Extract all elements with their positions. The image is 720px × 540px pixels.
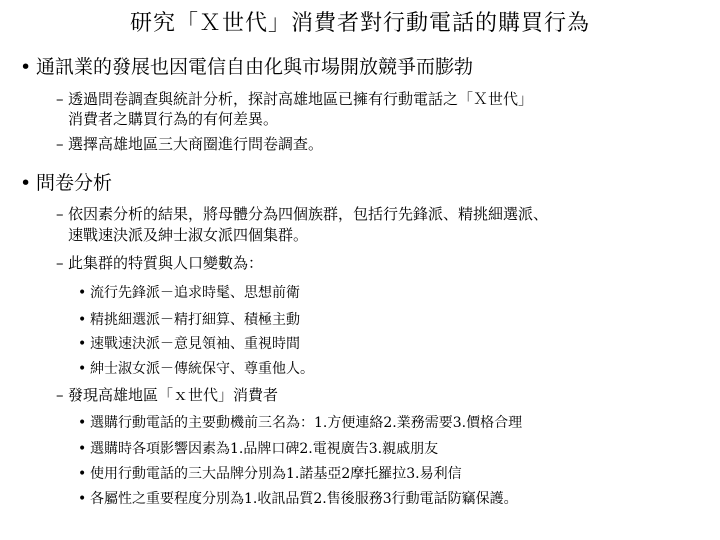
- sub-bullet-icon: •: [78, 361, 87, 377]
- section-1-item-1-cont: [56, 108, 278, 129]
- sub-item-text: 流行先鋒派－追求時髦、思想前衛: [90, 285, 300, 301]
- item-text-line1: 發現高雄地區「ｘ世代」消費者: [68, 386, 279, 404]
- sub-item: [78, 488, 518, 508]
- bullet-icon: •: [20, 56, 32, 78]
- item-text-line1: 透過問卷調查與統計分析，探討高雄地區已擁有行動電話之「Ｘ世代」: [68, 90, 534, 108]
- section-2-item-1: [56, 203, 548, 224]
- dash-icon: –: [56, 135, 64, 153]
- sub-item-text: 使用行動電話的三大品牌分別為1.諾基亞2摩托羅拉3.易利信: [90, 466, 462, 482]
- sub-item: [78, 412, 522, 432]
- sub-item: [78, 438, 438, 458]
- section-heading-1: [20, 52, 473, 79]
- section-heading-text: 問卷分析: [36, 172, 113, 194]
- section-heading-text: 通訊業的發展也因電信自由化與市場開放競爭而膨勃: [36, 56, 474, 78]
- dash-icon: –: [56, 90, 64, 108]
- item-text-line2: 速戰速決派及紳士淑女派四個集群。: [68, 226, 309, 244]
- section-1-item-1: [56, 88, 533, 109]
- section-2-item-1-cont: [56, 224, 308, 245]
- dash-icon: –: [56, 205, 64, 223]
- sub-bullet-icon: •: [78, 285, 87, 301]
- item-text-line1: 此集群的特質與人口變數為：: [68, 254, 264, 272]
- sub-item-text: 精挑細選派－精打細算、積極主動: [90, 312, 300, 328]
- sub-item: [78, 309, 300, 329]
- sub-item-text: 選購行動電話的主要動機前三名為：1.方便連絡2.業務需要3.價格合理: [90, 415, 523, 431]
- section-2-item-3: [56, 384, 278, 405]
- section-2-item-2: [56, 252, 263, 273]
- sub-item: [78, 282, 300, 302]
- bullet-icon: •: [20, 172, 32, 194]
- dash-icon: –: [56, 386, 64, 404]
- sub-item: [78, 358, 314, 378]
- sub-item: [78, 333, 300, 353]
- item-text-line1: 依因素分析的結果，將母體分為四個族群，包括行先鋒派、精挑細選派、: [68, 205, 549, 223]
- item-text-line1: 選擇高雄地區三大商圈進行問卷調查。: [68, 135, 324, 153]
- sub-item-text: 紳士淑女派－傳統保守、尊重他人。: [90, 361, 314, 377]
- sub-item: [78, 463, 462, 483]
- section-1-item-2: [56, 133, 323, 154]
- section-heading-2: [20, 168, 112, 195]
- sub-item-text: 各屬性之重要程度分別為1.收訊品質2.售後服務3行動電話防竊保護。: [90, 491, 518, 507]
- sub-bullet-icon: •: [78, 336, 87, 352]
- sub-bullet-icon: •: [78, 466, 87, 482]
- sub-bullet-icon: •: [78, 441, 87, 457]
- sub-bullet-icon: •: [78, 312, 87, 328]
- sub-bullet-icon: •: [78, 491, 87, 507]
- dash-icon: –: [56, 254, 64, 272]
- sub-item-text: 速戰速決派－意見領袖、重視時間: [90, 336, 300, 352]
- sub-item-text: 選購時各項影響因素為1.品牌口碑2.電視廣告3.親戚朋友: [90, 441, 439, 457]
- slide-title: 研究「Ｘ世代」消費者對行動電話的購買行為: [129, 11, 590, 36]
- item-text-line2: 消費者之購買行為的有何差異。: [68, 110, 279, 128]
- sub-bullet-icon: •: [78, 415, 87, 431]
